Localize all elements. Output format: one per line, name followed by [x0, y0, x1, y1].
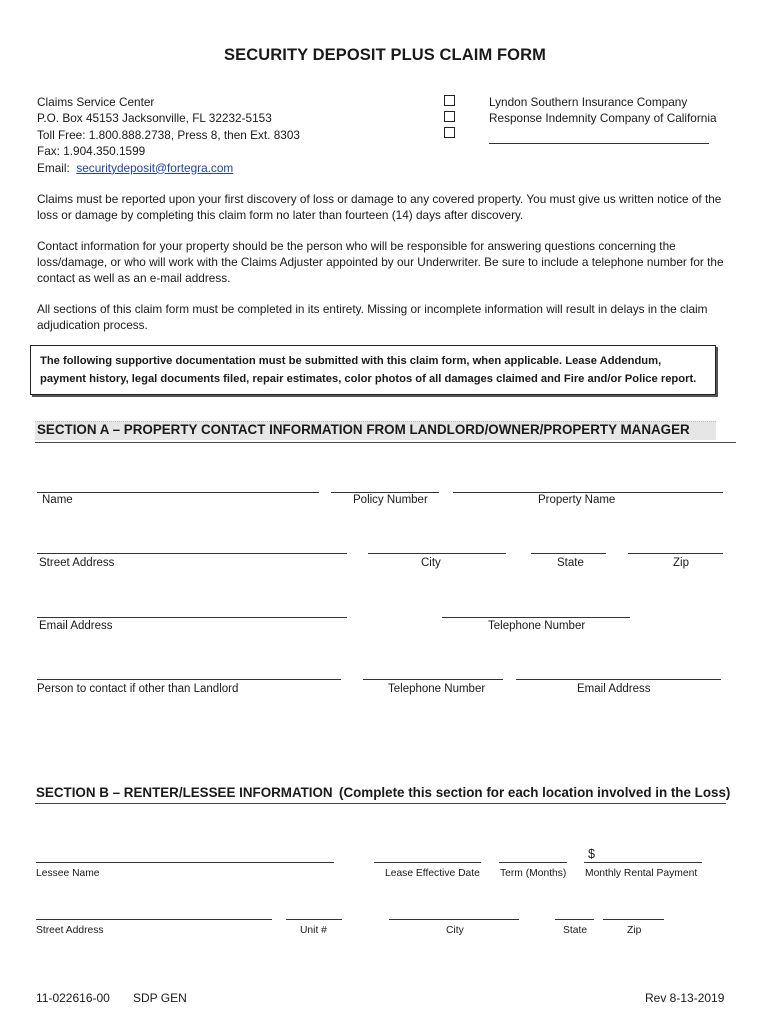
lessee-state-field[interactable]	[555, 919, 594, 920]
address-line-1: Claims Service Center	[37, 95, 155, 109]
company-option-2: Response Indemnity Company of California	[489, 111, 717, 126]
state-label: State	[557, 557, 584, 569]
instruction-paragraph-3: All sections of this claim form must be completed in its entirety. Missing or incomplete information will result in delays in the claim adjudication process.	[37, 302, 708, 333]
lessee-state-label: State	[563, 925, 588, 936]
company-option-1: Lyndon Southern Insurance Company	[489, 95, 688, 109]
term-months-field[interactable]	[499, 862, 567, 863]
lease-effective-date-field[interactable]	[374, 862, 481, 863]
lessee-city-label: City	[446, 925, 464, 936]
checkbox-lyndon-southern[interactable]	[444, 95, 455, 106]
telephone-number-field[interactable]	[442, 617, 630, 618]
company-checkboxes	[444, 95, 455, 144]
checkbox-other-company[interactable]	[444, 127, 455, 138]
street-address-field[interactable]	[37, 553, 347, 554]
form-code: SDP GEN	[133, 991, 187, 1005]
city-label: City	[421, 557, 441, 569]
city-field[interactable]	[368, 553, 506, 554]
documentation-notice-text: The following supportive documentation must be submitted with this claim form, when applicable. Lease Addendum, payment history, legal documents filed, repair estimates, color photos of all damages claimed and Fire and/or Police report.	[40, 355, 697, 385]
revision-date: Rev 8-13-2019	[645, 991, 725, 1005]
unit-number-label: Unit #	[300, 925, 327, 936]
contact-telephone-label: Telephone Number	[388, 683, 486, 695]
property-name-label: Property Name	[538, 494, 616, 506]
lessee-street-address-label: Street Address	[36, 925, 104, 936]
monthly-rental-payment-field[interactable]	[584, 862, 702, 863]
email-address-label: Email Address	[39, 620, 113, 632]
email-line	[37, 160, 300, 176]
documentation-notice-box	[30, 345, 716, 395]
contact-email-field[interactable]	[516, 679, 721, 680]
monthly-rental-payment-label: Monthly Rental Payment	[585, 868, 698, 879]
unit-number-field[interactable]	[286, 919, 342, 920]
address-line-3: Toll Free: 1.800.888.2738, Press 8, then Ext. 8303	[37, 127, 300, 142]
lessee-zip-label: Zip	[627, 925, 642, 936]
person-to-contact-label: Person to contact if other than Landlord	[37, 683, 239, 695]
state-field[interactable]	[531, 553, 606, 554]
contact-telephone-field[interactable]	[363, 679, 503, 680]
company-options	[489, 94, 717, 144]
email-label: Email:	[37, 160, 70, 175]
name-field[interactable]	[37, 492, 319, 493]
section-b-subheading: (Complete this section for each location involved in the Loss)	[339, 785, 731, 800]
lessee-name-field[interactable]	[36, 862, 334, 863]
instruction-paragraph-2: Contact information for your property should be the person who will be responsible for answering questions concerning the loss/damage, or who will work with the Claims Adjuster appointed by our Underwriter. Be sure to include a telephone number for the contact as well as an e-mail address.	[37, 239, 724, 286]
lessee-city-field[interactable]	[389, 919, 519, 920]
person-to-contact-field[interactable]	[37, 679, 341, 680]
dollar-sign: $	[588, 847, 595, 861]
address-line-2: P.O. Box 45153 Jacksonville, FL 32232-5153	[37, 111, 272, 126]
zip-field[interactable]	[628, 553, 723, 554]
lease-effective-date-label: Lease Effective Date	[385, 868, 480, 879]
other-company-field[interactable]	[489, 127, 709, 144]
instruction-paragraph-1: Claims must be reported upon your first discovery of loss or damage to any covered property. You must give us written notice of the loss or damage by completing this claim form no later than fourteen (14) days after discovery.	[37, 192, 722, 223]
form-number: 11-022616-00	[36, 991, 110, 1005]
term-months-label: Term (Months)	[500, 868, 567, 879]
address-line-4: Fax: 1.904.350.1599	[37, 144, 146, 159]
section-b-heading: SECTION B – RENTER/LESSEE INFORMATION	[36, 785, 333, 800]
contact-email-label: Email Address	[577, 683, 651, 695]
policy-number-label: Policy Number	[353, 494, 428, 506]
name-label: Name	[42, 494, 73, 506]
lessee-zip-field[interactable]	[603, 919, 664, 920]
telephone-number-label: Telephone Number	[488, 620, 586, 632]
section-a-divider	[35, 442, 736, 443]
claims-center-address	[37, 94, 300, 176]
form-title: SECURITY DEPOSIT PLUS CLAIM FORM	[224, 46, 546, 64]
email-link[interactable]: securitydeposit@fortegra.com	[76, 160, 234, 175]
lessee-name-label: Lessee Name	[36, 868, 100, 879]
lessee-street-address-field[interactable]	[36, 919, 272, 920]
policy-number-field[interactable]	[331, 492, 439, 493]
checkbox-response-indemnity[interactable]	[444, 111, 455, 122]
street-address-label: Street Address	[39, 557, 115, 569]
property-name-field[interactable]	[453, 492, 723, 493]
zip-label: Zip	[673, 557, 689, 569]
email-address-field[interactable]	[37, 617, 347, 618]
section-b-divider	[35, 803, 726, 804]
section-a-heading: SECTION A – PROPERTY CONTACT INFORMATION FROM LANDLORD/OWNER/PROPERTY MANAGER	[37, 422, 690, 437]
